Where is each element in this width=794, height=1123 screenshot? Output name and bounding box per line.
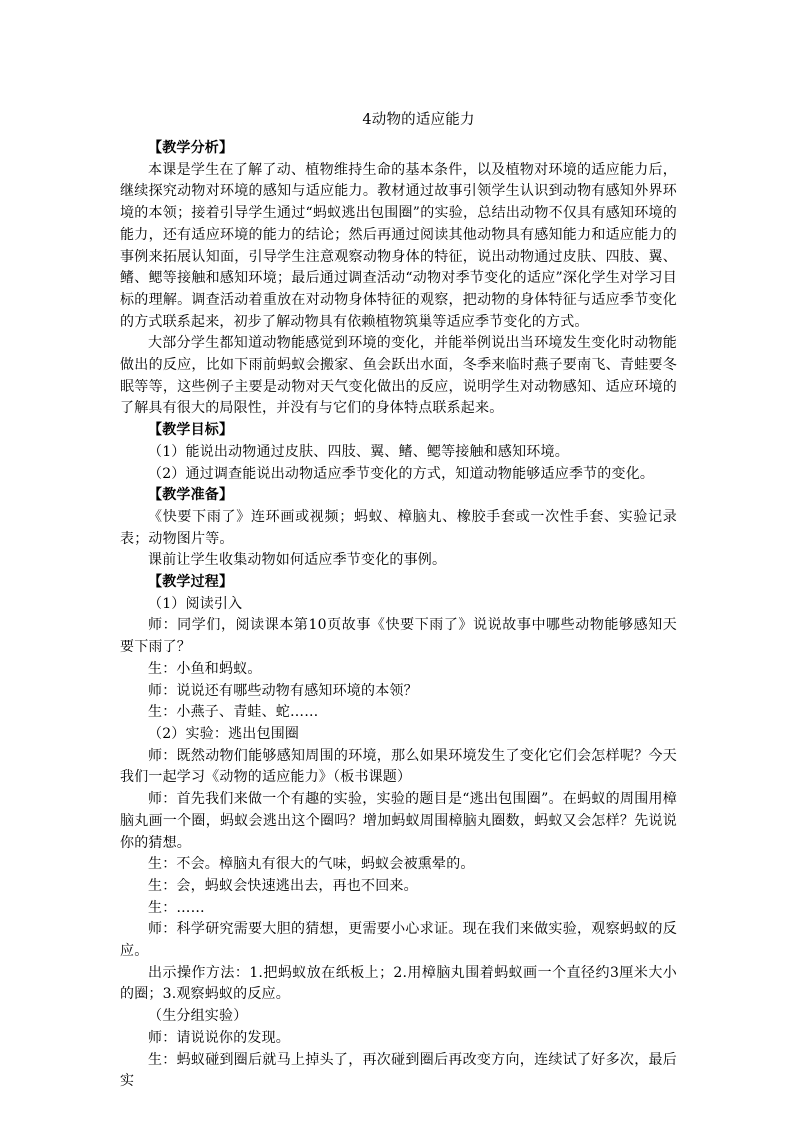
document-title: 4动物的适应能力: [362, 112, 475, 128]
section-heading: 【教学过程】: [148, 574, 234, 591]
paragraph: 师：说说还有哪些动物有感知环境的本领？: [148, 682, 418, 699]
paragraph: （2）通过调查能说出动物适应季节变化的方式，知道动物能够适应季节的变化。: [148, 465, 655, 482]
paragraph: （1）阅读引入: [148, 595, 243, 612]
paragraph: 师：科学研究需要大胆的猜想，更需要小心求证。现在我们来做实验，观察蚂蚁的反应。: [120, 921, 677, 960]
paragraph: （生分组实验）: [148, 1008, 248, 1025]
paragraph: （2）实验：逃出包围圈: [148, 725, 300, 742]
paragraph: 师：首先我们来做一个有趣的实验，实验的题目是“逃出包围圈”。在蚂蚁的周围用樟脑丸画一个圈，蚂蚁会逃出这个圈吗？增加蚂蚁周围樟脑丸圈数，蚂蚁又会怎样？先说说你的猜想。: [120, 791, 677, 851]
paragraph: 大部分学生都知道动物能感觉到环境的变化，并能举例说出当环境发生变化时动物能做出的反应，比如下雨前蚂蚁会搬家、鱼会跃出水面，冬季来临时燕子要南飞、青蛙要冬眠等等，这些例子主要是动物对天气变化做出的反应，说明学生对动物感知、适应环境的了解具有很大的局限性，并没有与它们的身体特点联系起来。: [120, 335, 677, 417]
section-heading: 【教学准备】: [148, 487, 234, 504]
paragraph: 生：不会。樟脑丸有很大的气味，蚂蚁会被熏晕的。: [148, 856, 475, 873]
paragraph: 生：……: [148, 899, 205, 916]
paragraph-list: [120, 138, 677, 1093]
paragraph: 出示操作方法：1.把蚂蚁放在纸板上；2.用樟脑丸围着蚂蚁画一个直径约3厘米大小的圈；3.观察蚂蚁的反应。: [120, 964, 677, 1003]
paragraph: 生：小鱼和蚂蚁。: [148, 660, 262, 677]
section-heading: 【教学分析】: [148, 140, 234, 156]
paragraph: 本课是学生在了解了动、植物维持生命的基本条件，以及植物对环境的适应能力后，继续探究动物对环境的感知与适应能力。教材通过故事引领学生认识到动物有感知外界环境的本领；接着引导学生通过“蚂蚁逃出包围圈”的实验，总结出动物不仅具有感知环境的能力，还有适应环境的能力的结论；然后再通过阅读其他动物具有感知能力和适应能力的事例来拓展认知面，引导学生注意观察动物身体的特征，说出动物通过皮肤、四肢、翼、鳍、鳃等接触和感知环境；最后通过调查活动“动物对季节变化的适应”深化学生对学习目标的理解。调查活动着重放在对动物身体特征的观察，把动物的身体特征与适应季节变化的方式联系起来，初步了解动物具有依赖植物筑巢等适应季节变化的方式。: [120, 161, 677, 330]
paragraph: 《快要下雨了》连环画或视频；蚂蚁、樟脑丸、橡胶手套或一次性手套、实验记录表；动物图片等。: [120, 508, 677, 547]
paragraph: （1）能说出动物通过皮肤、四肢、翼、鳍、鳃等接触和感知环境。: [148, 443, 569, 460]
paragraph: 师：既然动物们能够感知周围的环境，那么如果环境发生了变化它们会怎样呢？今天我们一起学习《动物的适应能力》（板书课题）: [120, 747, 677, 786]
paragraph: 课前让学生收集动物如何适应季节变化的事例。: [148, 552, 447, 569]
document-body: [120, 110, 677, 1093]
paragraph: 师：请说说你的发现。: [148, 1029, 290, 1046]
paragraph: 师：同学们，阅读课本第10页故事《快要下雨了》说说故事中哪些动物能够感知天要下雨了？: [120, 617, 677, 656]
paragraph: 生：小燕子、青蛙、蛇……: [148, 704, 319, 721]
paragraph: 生：蚂蚁碰到圈后就马上掉头了，再次碰到圈后再改变方向，连续试了好多次，最后实: [120, 1051, 677, 1090]
paragraph: 生：会，蚂蚁会快速逃出去，再也不回来。: [148, 877, 418, 894]
section-heading: 【教学目标】: [148, 422, 234, 439]
